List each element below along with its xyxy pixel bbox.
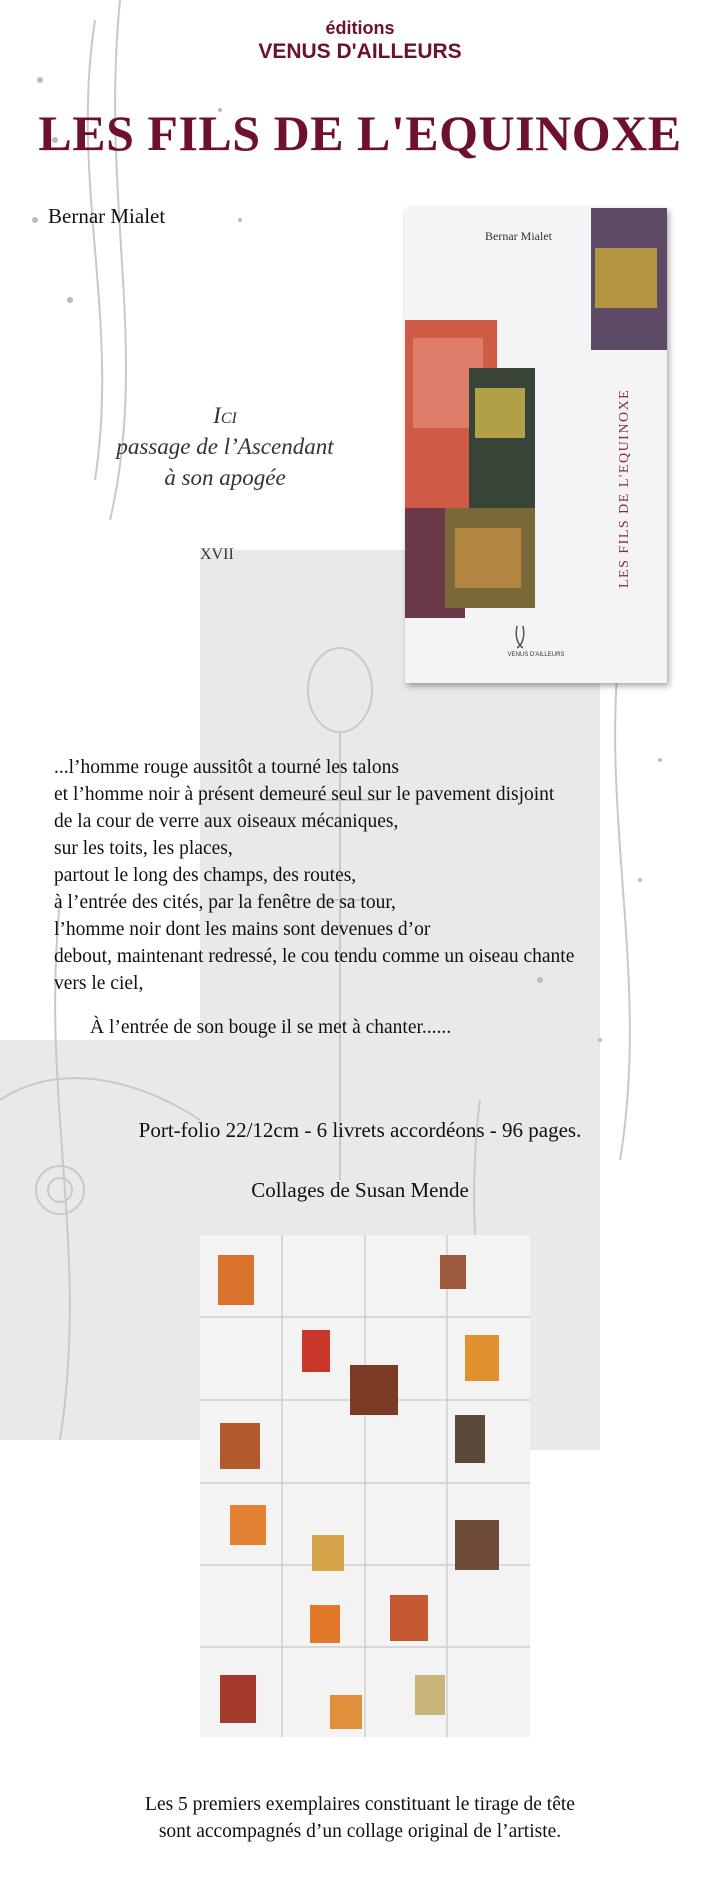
publisher-name: VENUS D'AILLEURS <box>258 40 462 63</box>
excerpt-line-2: passage de l’Ascendant <box>116 434 334 459</box>
poem-line: sur les toits, les places, <box>54 838 233 859</box>
poem-line: debout, maintenant redressé, le cou tendu comme un oiseau chante <box>54 946 575 967</box>
excerpt-line-1: Ici <box>213 403 237 428</box>
poem-line: et l’homme noir à présent demeuré seul sur le pavement disjoint <box>54 784 555 805</box>
excerpt-number: XVII <box>200 546 234 563</box>
footer-line-1: Les 5 premiers exemplaires constituant le tirage de tête <box>145 1794 575 1815</box>
author-name: Bernar Mialet <box>48 204 166 228</box>
accordion-booklets-image <box>200 1235 530 1737</box>
poem-line: de la cour de verre aux oiseaux mécaniques, <box>54 811 399 832</box>
cover-title: LES FILS DE L'EQUINOXE <box>617 388 632 588</box>
poem <box>54 754 574 1041</box>
book-title: LES FILS DE L'EQUINOXE <box>38 105 682 161</box>
publisher-label: éditions <box>325 18 395 38</box>
poem-ending: À l’entrée de son bouge il se met à chanter...... <box>90 1017 452 1038</box>
collage-credit: Collages de Susan Mende <box>251 1178 469 1202</box>
book-cover <box>405 208 667 683</box>
excerpt <box>100 400 350 493</box>
cover-publisher: VENUS D'AILLEURS <box>507 652 565 658</box>
poem-line: ...l’homme rouge aussitôt a tourné les talons <box>54 757 399 778</box>
poem-line: l’homme noir dont les mains sont devenues d’or <box>54 919 431 940</box>
cover-author: Bernar Mialet <box>485 229 552 243</box>
footer-line-2: sont accompagnés d’un collage original de l’artiste. <box>158 1821 562 1842</box>
portfolio-details: Port-folio 22/12cm - 6 livrets accordéons - 96 pages. <box>138 1118 582 1142</box>
poem-line: vers le ciel, <box>54 973 144 994</box>
poem-line: à l’entrée des cités, par la fenêtre de sa tour, <box>54 892 396 913</box>
poem-line: partout le long des champs, des routes, <box>54 865 357 886</box>
booklets-collage <box>200 1235 530 1737</box>
excerpt-line-3: à son apogée <box>164 465 286 490</box>
footer-note <box>0 1791 720 1845</box>
